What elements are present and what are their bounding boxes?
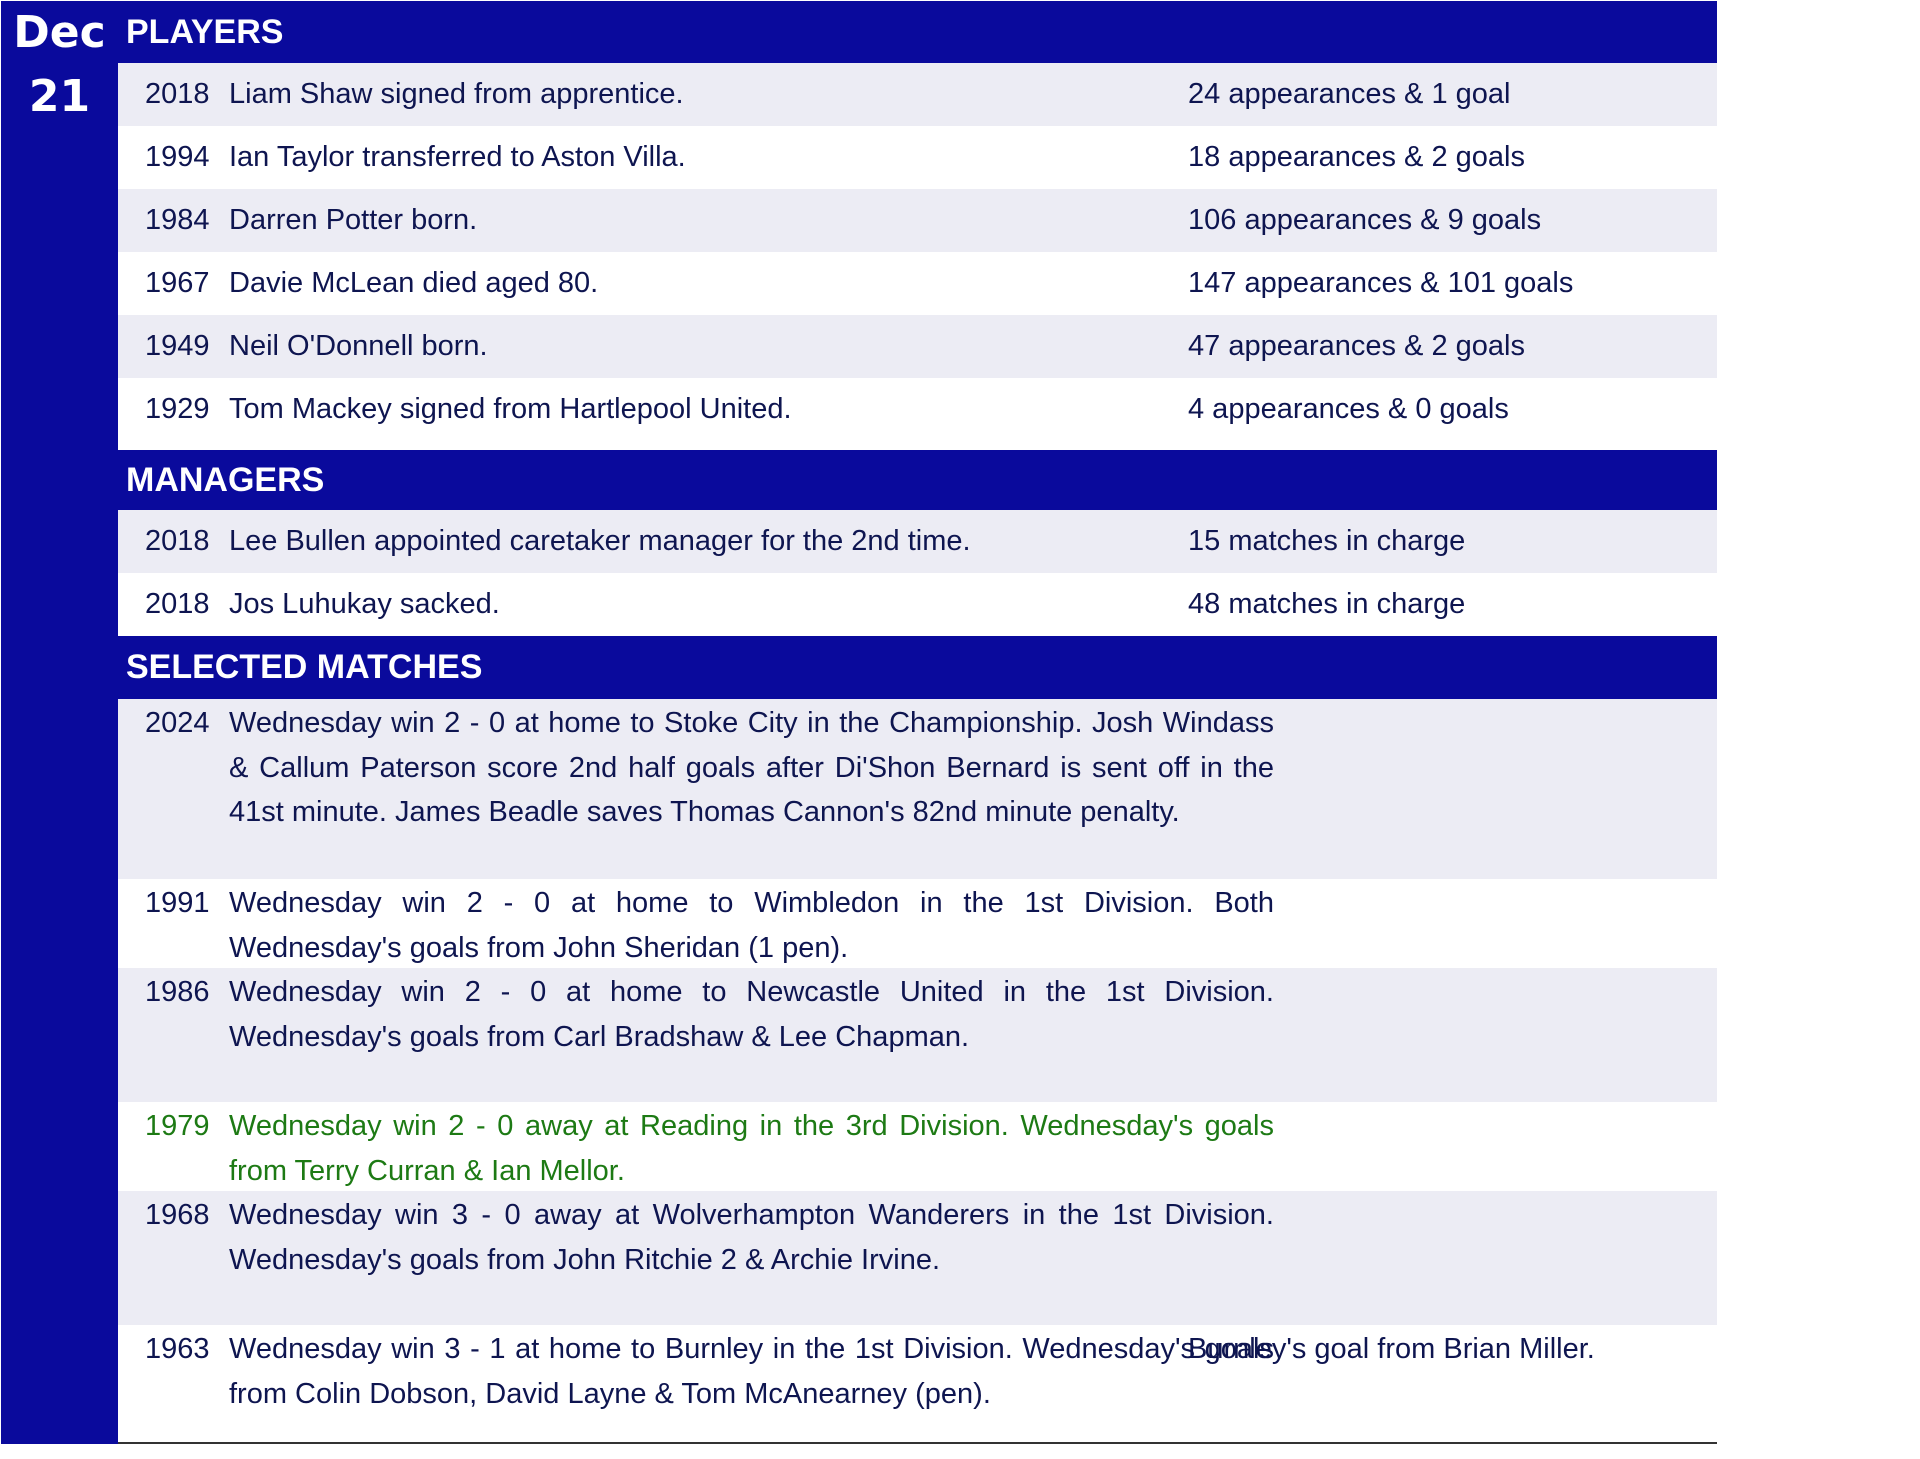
- row-text: Darren Potter born.: [229, 204, 478, 236]
- row-year: 1967: [145, 267, 210, 299]
- managers-row: [118, 573, 1717, 636]
- row-year: 1984: [145, 204, 210, 236]
- row-year: 1994: [145, 141, 210, 173]
- row-text: Lee Bullen appointed caretaker manager for the 2nd time.: [229, 525, 971, 557]
- row-text: Wednesday win 2 - 0 away at Reading in the 3rd Division. Wednesday's goals from Terry Curran & Ian Mellor.: [229, 1110, 1274, 1187]
- row-note: 48 matches in charge: [1188, 588, 1466, 620]
- row-year: 1991: [145, 887, 210, 919]
- date-day: 21: [28, 71, 91, 122]
- row-text: Wednesday win 3 - 1 at home to Burnley in the 1st Division. Wednesday's goals from Colin Dobson, David Layne & Tom McAnearney (pen).: [229, 1333, 1274, 1410]
- row-note: 106 appearances & 9 goals: [1188, 204, 1542, 236]
- date-month: Dec: [13, 7, 106, 58]
- row-year: 1968: [145, 1199, 210, 1231]
- row-text: Ian Taylor transferred to Aston Villa.: [229, 141, 686, 173]
- row-year: 1929: [145, 393, 210, 425]
- match-row: [118, 879, 1717, 968]
- row-year: 1979: [145, 1110, 210, 1142]
- on-this-day-page: [1, 1, 1717, 1444]
- row-year: 2018: [145, 525, 210, 557]
- matches-heading: SELECTED MATCHES: [118, 636, 1717, 699]
- row-note: 18 appearances & 2 goals: [1188, 141, 1525, 173]
- row-note: 4 appearances & 0 goals: [1188, 393, 1509, 425]
- players-row: [118, 378, 1717, 441]
- row-year: 2018: [145, 78, 210, 110]
- players-heading: PLAYERS: [118, 1, 1717, 63]
- row-text: Liam Shaw signed from apprentice.: [229, 78, 684, 110]
- match-row: [118, 1325, 1717, 1459]
- managers-heading: MANAGERS: [118, 450, 1717, 510]
- row-text: Davie McLean died aged 80.: [229, 267, 599, 299]
- row-text: Tom Mackey signed from Hartlepool United.: [229, 393, 792, 425]
- date-column: [1, 1, 118, 1444]
- row-note: 15 matches in charge: [1188, 525, 1466, 557]
- row-text: Neil O'Donnell born.: [229, 330, 488, 362]
- players-row: [118, 63, 1717, 126]
- match-row: [118, 968, 1717, 1102]
- row-year: 2024: [145, 707, 210, 739]
- row-year: 2018: [145, 588, 210, 620]
- row-text: Wednesday win 2 - 0 at home to Newcastle United in the 1st Division. Wednesday's goals from Carl Bradshaw & Lee Chapman.: [229, 976, 1274, 1053]
- row-text: Jos Luhukay sacked.: [229, 588, 500, 620]
- row-year: 1949: [145, 330, 210, 362]
- row-note: 24 appearances & 1 goal: [1188, 78, 1511, 110]
- row-note: 47 appearances & 2 goals: [1188, 330, 1525, 362]
- row-note: 147 appearances & 101 goals: [1188, 267, 1574, 299]
- content-area: [118, 1, 1717, 1459]
- managers-row: [118, 510, 1717, 573]
- row-year: 1963: [145, 1333, 210, 1365]
- players-row: [118, 315, 1717, 378]
- match-row-highlighted: [118, 1102, 1717, 1191]
- row-text: Wednesday win 2 - 0 at home to Stoke City in the Championship. Josh Windass & Callum Paterson score 2nd half goals after Di'Shon Bernard is sent off in the 41st minute. James Beadle saves Thomas Cannon's 82nd minute penalty.: [229, 707, 1274, 828]
- match-row: [118, 1191, 1717, 1325]
- row-text: Wednesday win 3 - 0 away at Wolverhampton Wanderers in the 1st Division. Wednesday's goals from John Ritchie 2 & Archie Irvine.: [229, 1199, 1274, 1276]
- row-note: Burnley's goal from Brian Miller.: [1188, 1333, 1595, 1365]
- bottom-rule: [118, 1442, 1717, 1444]
- players-row: [118, 126, 1717, 189]
- players-row: [118, 252, 1717, 315]
- players-row: [118, 189, 1717, 252]
- match-row: [118, 699, 1717, 879]
- row-text: Wednesday win 2 - 0 at home to Wimbledon in the 1st Division. Both Wednesday's goals from John Sheridan (1 pen).: [229, 887, 1274, 964]
- row-year: 1986: [145, 976, 210, 1008]
